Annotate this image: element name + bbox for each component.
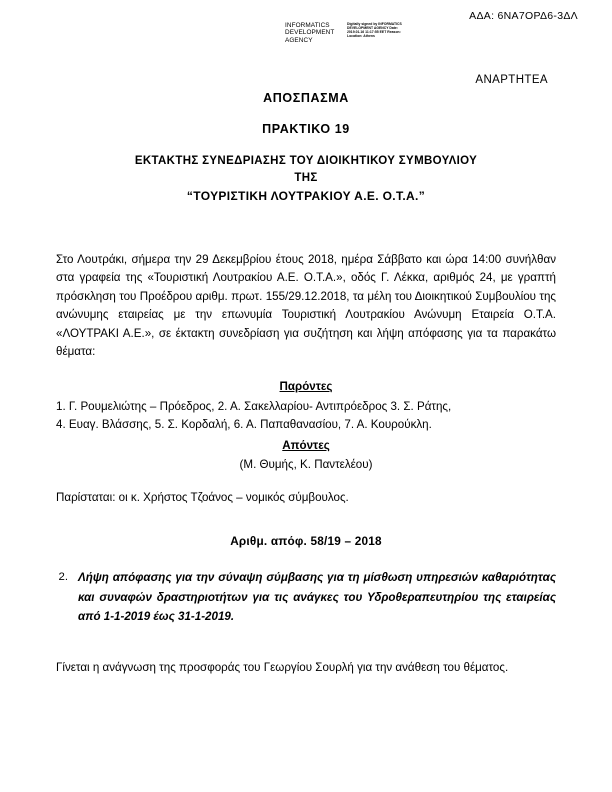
agenda-item-text: Λήψη απόφασης για την σύναψη σύμβασης για τη μίσθωση υπηρεσιών καθαριότητας και συναφών δραστηριοτήτων για τις ανάγκες του Υδροθεραπευτηρίου της εταιρείας από 1-1-2019 έως 31-1-2019. bbox=[78, 571, 556, 624]
publication-note: ΑΝΑΡΤΗΤΕΑ bbox=[475, 74, 548, 86]
digital-signature-stamp bbox=[285, 22, 409, 44]
also-present-line: Παρίσταται: οι κ. Χρήστος Τζοάνος – νομικός σύμβουλος. bbox=[56, 491, 349, 504]
absent-heading: Απόντες bbox=[282, 439, 330, 452]
present-members-list bbox=[56, 398, 556, 435]
title-excerpt: ΑΠΟΣΠΑΣΜΑ bbox=[263, 91, 349, 105]
present-members-line-2: 4. Ευαγ. Βλάσσης, 5. Σ. Κορδαλή, 6. Α. Παπαθανασίου, 7. Α. Κουρούκλη. bbox=[56, 418, 432, 432]
signature-detail-text: Digitally signed by INFORMATICS DEVELOPMENT AGENCY Date: 2019.01.16 11:17:55 EET Reason: Location: Athens bbox=[347, 22, 402, 39]
title-entity-name: “ΤΟΥΡΙΣΤΙΚΗ ΛΟΥΤΡΑΚΙΟΥ Α.Ε. Ο.Τ.Α.” bbox=[186, 189, 426, 203]
agenda-item-number: 2. bbox=[58, 571, 68, 583]
title-session-line-2: ΤΗΣ bbox=[294, 172, 318, 184]
signature-agency-name: INFORMATICS DEVELOPMENT AGENCY bbox=[285, 22, 335, 44]
present-heading: Παρόντες bbox=[279, 380, 333, 393]
title-session-line-1: ΕΚΤΑΚΤΗΣ ΣΥΝΕΔΡΙΑΣΗΣ ΤΟΥ ΔΙΟΙΚΗΤΙΚΟΥ ΣΥΜΒΟΥΛΙΟΥ bbox=[134, 155, 478, 167]
present-members-line-1: 1. Γ. Ρουμελιώτης – Πρόεδρος, 2. Α. Σακελλαρίου- Αντιπρόεδρος 3. Σ. Ράτης, bbox=[56, 400, 452, 413]
document-header bbox=[0, 10, 612, 68]
decision-number: Αριθμ. απόφ. 58/19 – 2018 bbox=[230, 534, 382, 548]
ada-code: ΑΔΑ: 6ΝΑ7ΟΡΔ6-3ΔΛ bbox=[469, 10, 578, 22]
closing-paragraph: Γίνεται η ανάγνωση της προσφοράς του Γεωργίου Σουρλή για την ανάθεση του θέματος. bbox=[56, 661, 509, 674]
absent-members-names: (Μ. Θυμής, Κ. Παντελέου) bbox=[239, 458, 373, 471]
title-minutes-number: ΠΡΑΚΤΙΚΟ 19 bbox=[262, 122, 350, 136]
intro-paragraph: Στο Λουτράκι, σήμερα την 29 Δεκεμβρίου έτους 2018, ημέρα Σάββατο και ώρα 14:00 συνήλθαν στα γραφεία της «Τουριστική Λουτρακίου Α.Ε. Ο.Τ.Α.», οδός Γ. Λέκκα, αριθμός 24, με γραπτή πρόσκληση του Προέδρου αριθμ. πρωτ. 155/29.12.2018, τα μέλη του Διοικητικού Συμβουλίου της ανώνυμης εταιρείας με την επωνυμία Τουριστική Λουτρακίου Ανώνυμη Εταιρεία Ο.Τ.Α. «ΛΟΥΤΡΑΚΙ Α.Ε.», σε έκτακτη συνεδρίαση για συζήτηση και λήψη απόφασης για τα παρακάτω θέματα: bbox=[56, 253, 556, 359]
agenda-item bbox=[56, 568, 556, 627]
